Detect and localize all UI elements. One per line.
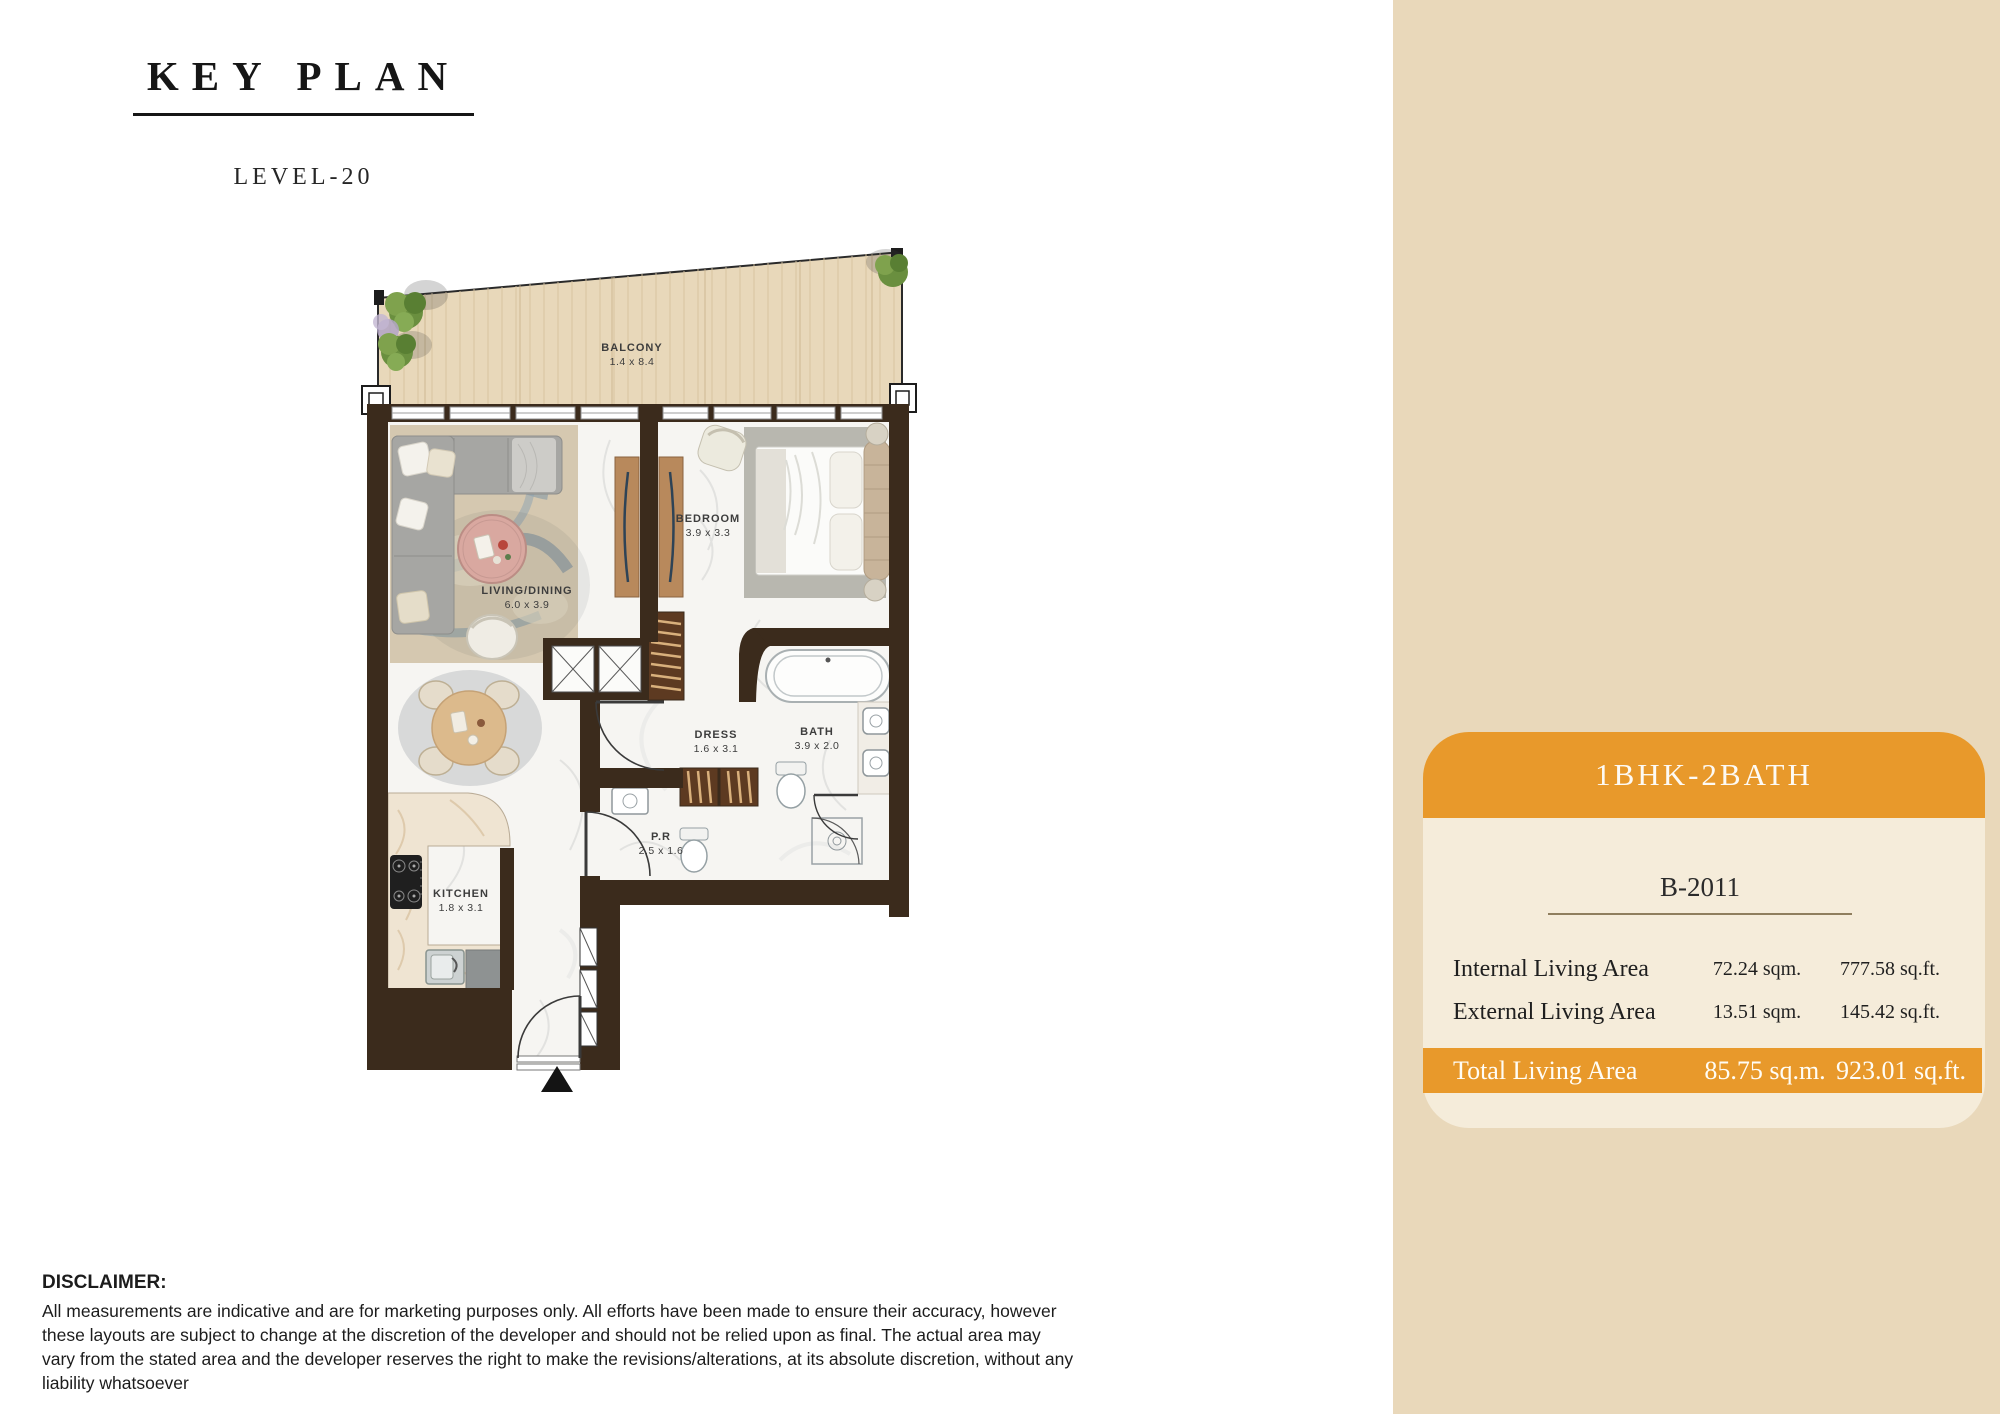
coffee-table — [458, 515, 526, 583]
bathtub — [766, 650, 890, 702]
unit-info-card — [1423, 732, 1985, 1128]
corridor-shelves — [580, 928, 597, 1046]
toilet — [680, 828, 708, 872]
internal-area-sqft: 777.58 sq.ft. — [1840, 958, 1940, 980]
internal-area-label: Internal Living Area — [1453, 956, 1649, 982]
room-label-bedroom: BEDROOM 3.9 x 3.3 — [675, 513, 741, 539]
key-plan-panel — [1393, 0, 2000, 1414]
disclaimer-body: All measurements are indicative and are for marketing purposes only. All efforts have been made to ensure their accuracy, however these layouts are subject to change at the discretion of the developer and should not be relied upon as final. The actual area may vary from the stated area and the developer reserves the right to make the revisions/alterations, at its absolute discretion, without any liability whatsoever — [42, 1301, 1074, 1394]
room-label-dress: DRESS 1.6 x 3.1 — [693, 729, 739, 755]
internal-area-sqm: 72.24 sqm. — [1712, 958, 1802, 980]
balcony-corner-mark — [374, 290, 384, 305]
dishwasher — [466, 950, 502, 990]
internal-area-row — [1423, 954, 1985, 984]
balcony-area — [362, 248, 916, 414]
unit-number: B-2011 — [1548, 872, 1852, 915]
external-area-label: External Living Area — [1453, 999, 1656, 1025]
unit-type-header — [1423, 732, 1985, 818]
external-area-sqm: 13.51 sqm. — [1712, 1001, 1802, 1023]
sofa-throw — [512, 438, 556, 492]
shoe-rack — [680, 768, 758, 806]
living-room-furniture — [390, 425, 590, 663]
total-area-bar — [1423, 1048, 1982, 1093]
room-label-pr: P.R 2.5 x 1.6 — [638, 831, 684, 857]
room-label-kitchen: KITCHEN 1.8 x 3.1 — [433, 888, 489, 914]
sink — [863, 750, 889, 776]
armchair — [467, 615, 517, 659]
room-label-balcony: BALCONY 1.4 x 8.4 — [601, 342, 663, 368]
unit-type-label: 1BHK-2BATH — [1595, 757, 1813, 792]
windows — [392, 407, 882, 419]
external-area-sqft: 145.42 sq.ft. — [1840, 1001, 1940, 1023]
total-area-sqm: 85.75 sq.m. — [1704, 1056, 1826, 1085]
level-label: LEVEL-20 — [233, 164, 374, 190]
sink — [863, 708, 889, 734]
disclaimer-heading: DISCLAIMER: — [42, 1272, 167, 1293]
key-plan-title: KEY PLAN — [0, 52, 607, 116]
toilet — [776, 762, 806, 808]
service-shaft — [543, 638, 649, 700]
kitchen-sink — [426, 950, 464, 984]
bed — [756, 441, 890, 580]
room-label-living-dining: LIVING/DINING 6.0 x 3.9 — [481, 585, 573, 611]
sink — [612, 788, 648, 814]
room-label-bath: BATH 3.9 x 2.0 — [794, 726, 840, 752]
dining-set — [398, 670, 542, 786]
nightstand — [866, 423, 888, 445]
total-area-label: Total Living Area — [1453, 1056, 1638, 1085]
external-area-row — [1423, 997, 1985, 1027]
disclaimer — [42, 1272, 1074, 1396]
total-area-sqft: 923.01 sq.ft. — [1836, 1056, 1966, 1085]
nightstand — [864, 579, 886, 601]
stove — [390, 855, 422, 909]
